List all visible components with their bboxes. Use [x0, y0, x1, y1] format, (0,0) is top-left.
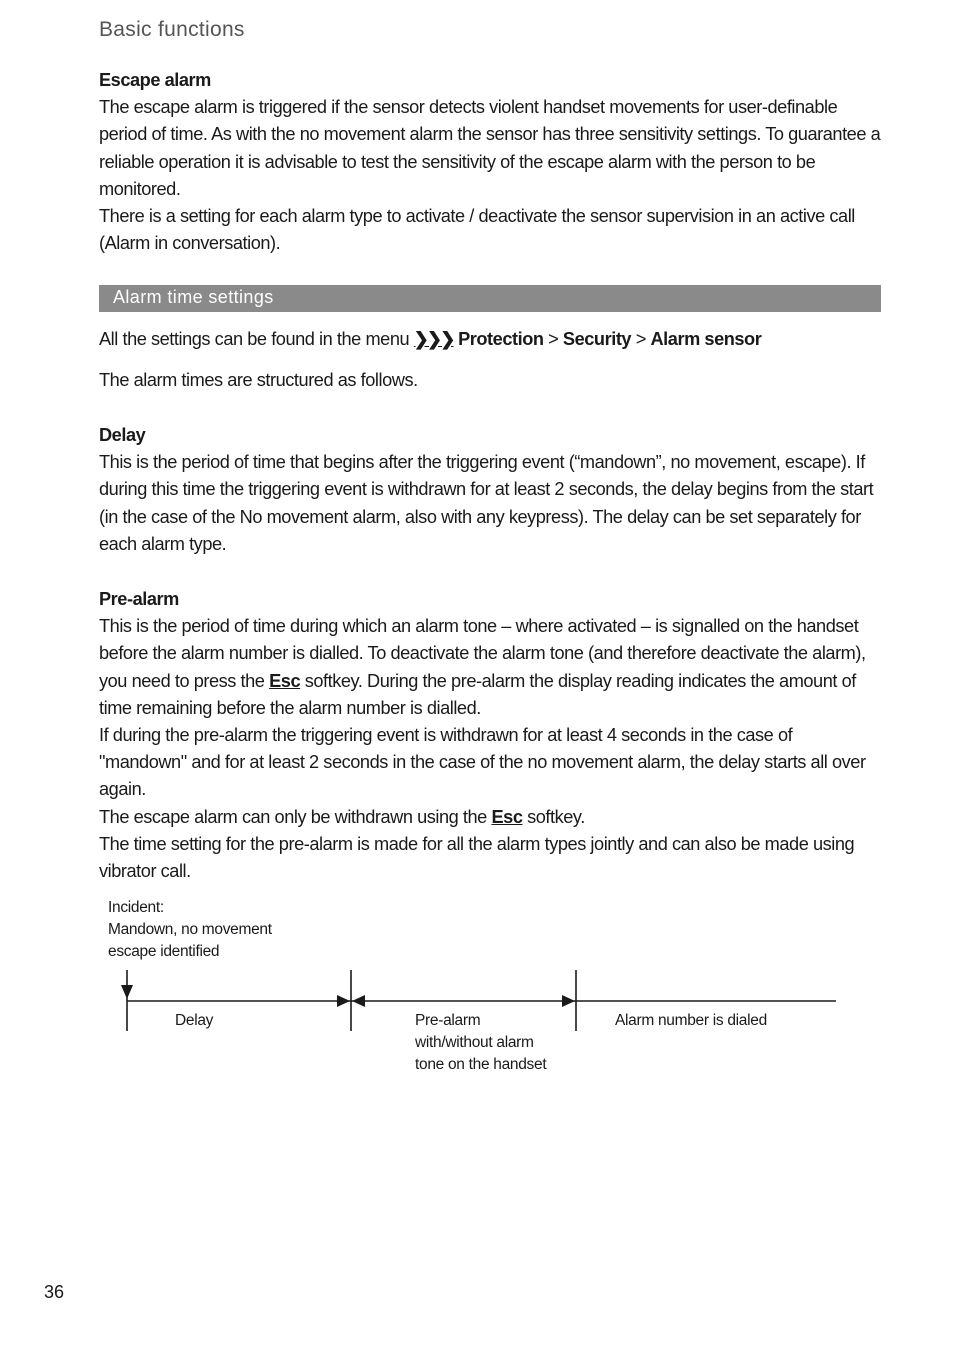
- escape-alarm-paragraph-2: There is a setting for each alarm type to activate / deactivate the sensor supervision in an active call (Alarm in conversation).: [99, 206, 855, 254]
- prealarm-paragraph-4: The time setting for the pre-alarm is made for all the alarm types jointly and can also be made using vibrator call.: [99, 833, 855, 882]
- menu-item-protection: Protection: [458, 329, 544, 349]
- prealarm-line-1: Pre-alarm: [415, 1012, 481, 1029]
- esc-softkey-label: Esc: [269, 670, 301, 691]
- prealarm-end-arrow-icon: [562, 995, 575, 1007]
- escape-alarm-paragraph-1: The escape alarm is triggered if the sensor detects violent handset movements for user-definable period of time. As with the no movement alarm the sensor has three sensitivity settings. To guarantee a reliable operation it is advisable to test the sensitivity of the escape alarm with the person to be monitored.: [99, 97, 881, 199]
- menu-separator: >: [548, 329, 559, 349]
- prealarm-phase-label: [415, 1010, 546, 1076]
- incident-line-2: Mandown, no movement: [108, 921, 272, 938]
- structure-text: The alarm times are structured as follows.: [99, 370, 418, 390]
- prealarm-p3-end: softkey.: [527, 806, 585, 827]
- menu-path-prefix: All the settings can be found in the menu: [99, 329, 410, 349]
- menu-chevron-icon: ❯❯❯: [413, 329, 454, 349]
- incident-line-3: escape identified: [108, 943, 220, 960]
- prealarm-p3-start: The escape alarm can only be withdrawn using the: [99, 806, 487, 827]
- dialed-phase-label: Alarm number is dialed: [615, 1012, 767, 1029]
- delay-phase-label: Delay: [175, 1012, 214, 1029]
- page-number: 36: [44, 1282, 65, 1302]
- prealarm-line-3: tone on the handset: [415, 1056, 547, 1073]
- delay-paragraph: This is the period of time that begins after the triggering event (“mandown”, no movement, escape). If during this time the triggering event is withdrawn for at least 2 seconds, the delay begins from the start (in the case of the No movement alarm, also with any keypress). The delay can be set separately for each alarm type.: [99, 452, 874, 554]
- prealarm-p1-start: This is the period of time during which an alarm tone – where activated – is signalled on the handset before the alarm number is dialled. To deactivate the alarm tone (and therefore deactivate the alarm), you need to press the: [99, 616, 866, 691]
- esc-softkey-label: Esc: [491, 806, 523, 827]
- prealarm-p1-end: softkey. During the pre-alarm the display reading indicates the amount of time remaining before the alarm number is dialled.: [99, 670, 856, 718]
- menu-separator: >: [635, 329, 646, 349]
- prealarm-start-arrow-icon: [352, 995, 365, 1007]
- prealarm-paragraph-2: If during the pre-alarm the triggering event is withdrawn for at least 4 seconds in the case of "mandown" and for at least 2 seconds in the case of the no movement alarm, the delay starts all over again.: [99, 725, 866, 800]
- chapter-title: Basic functions: [99, 18, 245, 41]
- menu-item-alarm-sensor: Alarm sensor: [650, 329, 762, 349]
- prealarm-line-2: with/without alarm: [415, 1034, 534, 1051]
- menu-item-security: Security: [562, 329, 632, 349]
- incident-arrow-icon: [121, 985, 133, 999]
- incident-line-1: Incident:: [108, 899, 164, 916]
- delay-heading: Delay: [99, 425, 146, 445]
- delay-end-arrow-icon: [337, 995, 350, 1007]
- prealarm-heading: Pre-alarm: [99, 589, 179, 609]
- escape-alarm-heading: Escape alarm: [99, 70, 211, 90]
- section-title: Alarm time settings: [113, 287, 274, 307]
